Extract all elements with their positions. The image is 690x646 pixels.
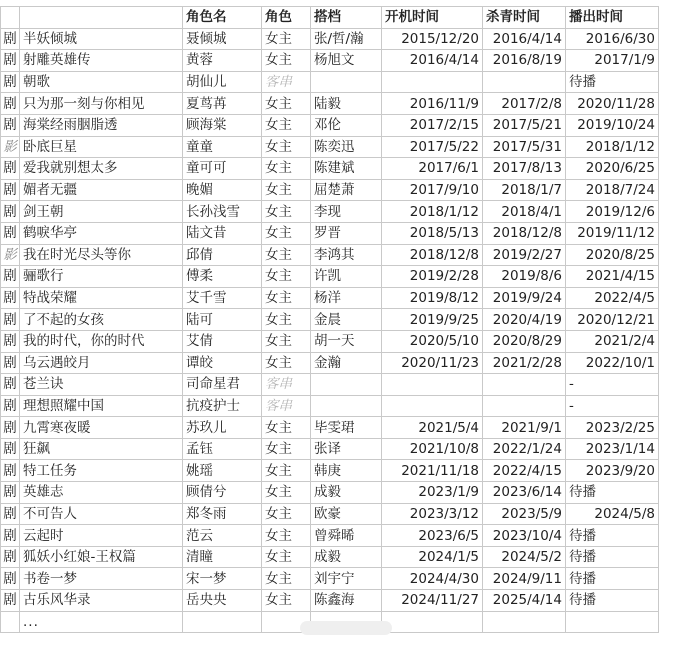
table-row: [1, 395, 659, 417]
table-row: [1, 503, 659, 525]
cell-character: 长孙浅雪: [183, 201, 262, 223]
table-row: [1, 330, 659, 352]
cell-role: 女主: [262, 568, 311, 590]
cell-start-date: 2021/10/8: [382, 438, 483, 460]
cell-air-date: 2021/4/15: [566, 266, 659, 288]
cell-type: 剧: [1, 179, 20, 201]
cell-partner: 陈奕迅: [311, 136, 382, 158]
cell-title: 云起时: [20, 525, 183, 547]
cell-title: 狂飙: [20, 438, 183, 460]
cell-wrap-date: 2017/5/31: [483, 136, 566, 158]
cell-type: 剧: [1, 590, 20, 612]
cell-wrap-date: 2023/10/4: [483, 525, 566, 547]
cell-start-date: 2016/4/14: [382, 50, 483, 72]
cell-partner: 欧豪: [311, 503, 382, 525]
cell-role: 客串: [262, 71, 311, 93]
cell-air-date: -: [566, 374, 659, 396]
cell-type: 剧: [1, 417, 20, 439]
cell-wrap-date: 2017/8/13: [483, 158, 566, 180]
cell-type: 剧: [1, 28, 20, 50]
cell-character: 清瞳: [183, 546, 262, 568]
cell-partner: 杨旭文: [311, 50, 382, 72]
cell-start-date: 2020/11/23: [382, 352, 483, 374]
cell-title: 苍兰诀: [20, 374, 183, 396]
footer-cell: [483, 611, 566, 633]
more-indicator: ...: [20, 611, 183, 633]
cell-partner: 李现: [311, 201, 382, 223]
cell-wrap-date: 2016/4/14: [483, 28, 566, 50]
cell-role: 女主: [262, 244, 311, 266]
cell-wrap-date: 2017/2/8: [483, 93, 566, 115]
table-row: [1, 525, 659, 547]
cell-wrap-date: 2022/1/24: [483, 438, 566, 460]
cell-wrap-date: 2019/2/27: [483, 244, 566, 266]
cell-type: 剧: [1, 482, 20, 504]
cell-title: 古乐风华录: [20, 590, 183, 612]
cell-title: 特战荣耀: [20, 287, 183, 309]
header-role: 角色: [262, 7, 311, 29]
cell-role: 女主: [262, 222, 311, 244]
cell-type: 剧: [1, 93, 20, 115]
cell-character: 傅柔: [183, 266, 262, 288]
spreadsheet: [0, 6, 659, 633]
header-title: [20, 7, 183, 29]
table-row: [1, 244, 659, 266]
cell-role: 女主: [262, 179, 311, 201]
table-row: [1, 179, 659, 201]
cell-title: 朝歌: [20, 71, 183, 93]
cell-title: 狐妖小红娘-王权篇: [20, 546, 183, 568]
table-row: [1, 417, 659, 439]
cell-title: 媚者无疆: [20, 179, 183, 201]
footer-cell: [183, 611, 262, 633]
cell-character: 艾千雪: [183, 287, 262, 309]
cell-character: 姚瑶: [183, 460, 262, 482]
cell-type: 剧: [1, 352, 20, 374]
cell-type: 影: [1, 136, 20, 158]
cell-character: 艾倩: [183, 330, 262, 352]
cell-character: 谭皎: [183, 352, 262, 374]
cell-type: 剧: [1, 50, 20, 72]
cell-partner: 韩庚: [311, 460, 382, 482]
cell-partner: 陆毅: [311, 93, 382, 115]
cell-character: 司命星君: [183, 374, 262, 396]
cell-air-date: 待播: [566, 482, 659, 504]
cell-air-date: 待播: [566, 546, 659, 568]
cell-start-date: 2019/9/25: [382, 309, 483, 331]
table-row: [1, 482, 659, 504]
cell-role: 女主: [262, 158, 311, 180]
cell-role: 女主: [262, 309, 311, 331]
cell-role: 女主: [262, 287, 311, 309]
cell-type: 剧: [1, 395, 20, 417]
cell-type: 剧: [1, 438, 20, 460]
cell-role: 客串: [262, 374, 311, 396]
cell-start-date: 2023/1/9: [382, 482, 483, 504]
cell-wrap-date: 2020/8/29: [483, 330, 566, 352]
cell-air-date: 2023/1/14: [566, 438, 659, 460]
cell-title: 爱我就别想太多: [20, 158, 183, 180]
filmography-table: [0, 6, 659, 633]
cell-start-date: [382, 71, 483, 93]
cell-air-date: 2017/1/9: [566, 50, 659, 72]
table-row: [1, 438, 659, 460]
cell-title: 骊歌行: [20, 266, 183, 288]
cell-title: 射雕英雄传: [20, 50, 183, 72]
cell-title: 英雄志: [20, 482, 183, 504]
table-row: [1, 222, 659, 244]
table-row: [1, 546, 659, 568]
cell-title: 只为那一刻与你相见: [20, 93, 183, 115]
cell-wrap-date: [483, 395, 566, 417]
cell-partner: 曾舜晞: [311, 525, 382, 547]
cell-air-date: 2019/10/24: [566, 114, 659, 136]
cell-role: 女主: [262, 482, 311, 504]
cell-character: 黄蓉: [183, 50, 262, 72]
cell-air-date: 2019/11/12: [566, 222, 659, 244]
cell-character: 邱倩: [183, 244, 262, 266]
cell-start-date: 2020/5/10: [382, 330, 483, 352]
cell-character: 抗疫护士: [183, 395, 262, 417]
cell-wrap-date: 2021/2/28: [483, 352, 566, 374]
cell-character: 童可可: [183, 158, 262, 180]
cell-type: 剧: [1, 287, 20, 309]
cell-wrap-date: 2018/1/7: [483, 179, 566, 201]
cell-role: 客串: [262, 395, 311, 417]
cell-role: 女主: [262, 266, 311, 288]
header-wrap-date: 杀青时间: [483, 7, 566, 29]
header-row: [1, 7, 659, 29]
cell-start-date: 2017/9/10: [382, 179, 483, 201]
cell-start-date: 2024/11/27: [382, 590, 483, 612]
footer-cell: [566, 611, 659, 633]
cell-type: 剧: [1, 201, 20, 223]
cell-partner: 张/哲/瀚: [311, 28, 382, 50]
cell-character: 孟钰: [183, 438, 262, 460]
cell-air-date: 2018/1/12: [566, 136, 659, 158]
table-row: [1, 71, 659, 93]
cell-type: 剧: [1, 568, 20, 590]
cell-partner: 屈楚萧: [311, 179, 382, 201]
cell-start-date: [382, 374, 483, 396]
cell-role: 女主: [262, 201, 311, 223]
cell-air-date: 2019/12/6: [566, 201, 659, 223]
cell-wrap-date: 2023/6/14: [483, 482, 566, 504]
cell-partner: 陈鑫海: [311, 590, 382, 612]
cell-air-date: -: [566, 395, 659, 417]
cell-type: 剧: [1, 222, 20, 244]
cell-character: 陆文昔: [183, 222, 262, 244]
table-row: [1, 136, 659, 158]
cell-air-date: 2020/11/28: [566, 93, 659, 115]
cell-wrap-date: 2017/5/21: [483, 114, 566, 136]
cell-role: 女主: [262, 136, 311, 158]
cell-start-date: 2016/11/9: [382, 93, 483, 115]
cell-air-date: 2022/4/5: [566, 287, 659, 309]
table-row: [1, 460, 659, 482]
cell-wrap-date: 2019/9/24: [483, 287, 566, 309]
cell-partner: 罗晋: [311, 222, 382, 244]
cell-air-date: 待播: [566, 525, 659, 547]
table-row: [1, 590, 659, 612]
header-air-date: 播出时间: [566, 7, 659, 29]
table-row: [1, 568, 659, 590]
cell-title: 乌云遇皎月: [20, 352, 183, 374]
table-row: [1, 28, 659, 50]
table-row: [1, 266, 659, 288]
cell-title: 特工任务: [20, 460, 183, 482]
cell-partner: 毕雯珺: [311, 417, 382, 439]
cell-air-date: 2021/2/4: [566, 330, 659, 352]
cell-partner: [311, 71, 382, 93]
cell-air-date: 2020/12/21: [566, 309, 659, 331]
cell-role: 女主: [262, 590, 311, 612]
cell-air-date: 2023/9/20: [566, 460, 659, 482]
cell-start-date: 2021/11/18: [382, 460, 483, 482]
cell-wrap-date: 2024/5/2: [483, 546, 566, 568]
footer-cell: [382, 611, 483, 633]
footer-cell: [1, 611, 20, 633]
cell-start-date: 2023/3/12: [382, 503, 483, 525]
cell-type: 影: [1, 244, 20, 266]
watermark-blur: [300, 621, 392, 635]
cell-partner: 陈建斌: [311, 158, 382, 180]
cell-character: 宋一梦: [183, 568, 262, 590]
cell-title: 剑王朝: [20, 201, 183, 223]
cell-start-date: 2018/5/13: [382, 222, 483, 244]
header-partner: 搭档: [311, 7, 382, 29]
cell-wrap-date: 2024/9/11: [483, 568, 566, 590]
cell-role: 女主: [262, 438, 311, 460]
cell-type: 剧: [1, 114, 20, 136]
cell-partner: 金晨: [311, 309, 382, 331]
cell-air-date: 2020/8/25: [566, 244, 659, 266]
cell-air-date: 2020/6/25: [566, 158, 659, 180]
header-start-date: 开机时间: [382, 7, 483, 29]
cell-type: 剧: [1, 266, 20, 288]
cell-character: 童童: [183, 136, 262, 158]
cell-type: 剧: [1, 309, 20, 331]
header-type: [1, 7, 20, 29]
cell-type: 剧: [1, 525, 20, 547]
table-row: [1, 50, 659, 72]
cell-role: 女主: [262, 417, 311, 439]
header-character: 角色名: [183, 7, 262, 29]
cell-start-date: 2024/4/30: [382, 568, 483, 590]
cell-title: 我在时光尽头等你: [20, 244, 183, 266]
cell-wrap-date: 2020/4/19: [483, 309, 566, 331]
cell-start-date: 2017/6/1: [382, 158, 483, 180]
table-row: [1, 201, 659, 223]
cell-title: 卧底巨星: [20, 136, 183, 158]
table-row: [1, 309, 659, 331]
cell-role: 女主: [262, 114, 311, 136]
cell-character: 聂倾城: [183, 28, 262, 50]
cell-role: 女主: [262, 50, 311, 72]
cell-partner: 李鸿其: [311, 244, 382, 266]
cell-title: 书卷一梦: [20, 568, 183, 590]
table-row: [1, 287, 659, 309]
cell-partner: 胡一天: [311, 330, 382, 352]
cell-wrap-date: 2016/8/19: [483, 50, 566, 72]
cell-partner: 张译: [311, 438, 382, 460]
cell-role: 女主: [262, 93, 311, 115]
cell-start-date: 2019/8/12: [382, 287, 483, 309]
cell-start-date: 2019/2/28: [382, 266, 483, 288]
cell-title: 我的时代，你的时代: [20, 330, 183, 352]
cell-partner: [311, 374, 382, 396]
cell-character: 范云: [183, 525, 262, 547]
cell-air-date: 待播: [566, 71, 659, 93]
cell-title: 九霄寒夜暖: [20, 417, 183, 439]
cell-type: 剧: [1, 330, 20, 352]
table-row: [1, 114, 659, 136]
cell-type: 剧: [1, 503, 20, 525]
cell-partner: 成毅: [311, 482, 382, 504]
table-body: [1, 28, 659, 611]
cell-partner: 杨洋: [311, 287, 382, 309]
cell-role: 女主: [262, 28, 311, 50]
cell-start-date: 2017/5/22: [382, 136, 483, 158]
cell-character: 顾倩兮: [183, 482, 262, 504]
cell-partner: 刘宇宁: [311, 568, 382, 590]
cell-type: 剧: [1, 546, 20, 568]
cell-start-date: 2021/5/4: [382, 417, 483, 439]
cell-start-date: 2018/1/12: [382, 201, 483, 223]
cell-wrap-date: 2021/9/1: [483, 417, 566, 439]
cell-title: 海棠经雨胭脂透: [20, 114, 183, 136]
cell-character: 陆可: [183, 309, 262, 331]
cell-air-date: 2022/10/1: [566, 352, 659, 374]
cell-wrap-date: 2018/4/1: [483, 201, 566, 223]
cell-role: 女主: [262, 460, 311, 482]
cell-start-date: 2018/12/8: [382, 244, 483, 266]
cell-start-date: 2017/2/15: [382, 114, 483, 136]
cell-character: 夏茑苒: [183, 93, 262, 115]
cell-air-date: 2018/7/24: [566, 179, 659, 201]
cell-partner: 金瀚: [311, 352, 382, 374]
cell-air-date: 2024/5/8: [566, 503, 659, 525]
cell-partner: 邓伦: [311, 114, 382, 136]
cell-title: 不可告人: [20, 503, 183, 525]
cell-title: 理想照耀中国: [20, 395, 183, 417]
cell-title: 了不起的女孩: [20, 309, 183, 331]
cell-type: 剧: [1, 158, 20, 180]
cell-type: 剧: [1, 374, 20, 396]
cell-wrap-date: [483, 71, 566, 93]
cell-role: 女主: [262, 352, 311, 374]
cell-air-date: 2023/2/25: [566, 417, 659, 439]
cell-partner: [311, 395, 382, 417]
table-row: [1, 374, 659, 396]
cell-character: 晚媚: [183, 179, 262, 201]
cell-air-date: 待播: [566, 568, 659, 590]
cell-role: 女主: [262, 330, 311, 352]
cell-title: 鹤唳华亭: [20, 222, 183, 244]
table-row: [1, 352, 659, 374]
table-row: [1, 158, 659, 180]
cell-wrap-date: 2023/5/9: [483, 503, 566, 525]
cell-character: 胡仙儿: [183, 71, 262, 93]
cell-wrap-date: [483, 374, 566, 396]
cell-air-date: 2016/6/30: [566, 28, 659, 50]
cell-partner: 许凯: [311, 266, 382, 288]
cell-type: 剧: [1, 460, 20, 482]
cell-character: 岳央央: [183, 590, 262, 612]
cell-character: 顾海棠: [183, 114, 262, 136]
cell-role: 女主: [262, 525, 311, 547]
cell-partner: 成毅: [311, 546, 382, 568]
cell-start-date: 2024/1/5: [382, 546, 483, 568]
cell-wrap-date: 2019/8/6: [483, 266, 566, 288]
cell-wrap-date: 2022/4/15: [483, 460, 566, 482]
cell-start-date: [382, 395, 483, 417]
cell-wrap-date: 2018/12/8: [483, 222, 566, 244]
cell-wrap-date: 2025/4/14: [483, 590, 566, 612]
cell-start-date: 2023/6/5: [382, 525, 483, 547]
cell-start-date: 2015/12/20: [382, 28, 483, 50]
cell-character: 苏玖儿: [183, 417, 262, 439]
cell-air-date: 待播: [566, 590, 659, 612]
cell-character: 郑冬雨: [183, 503, 262, 525]
cell-type: 剧: [1, 71, 20, 93]
cell-role: 女主: [262, 503, 311, 525]
cell-title: 半妖倾城: [20, 28, 183, 50]
cell-role: 女主: [262, 546, 311, 568]
table-row: [1, 93, 659, 115]
